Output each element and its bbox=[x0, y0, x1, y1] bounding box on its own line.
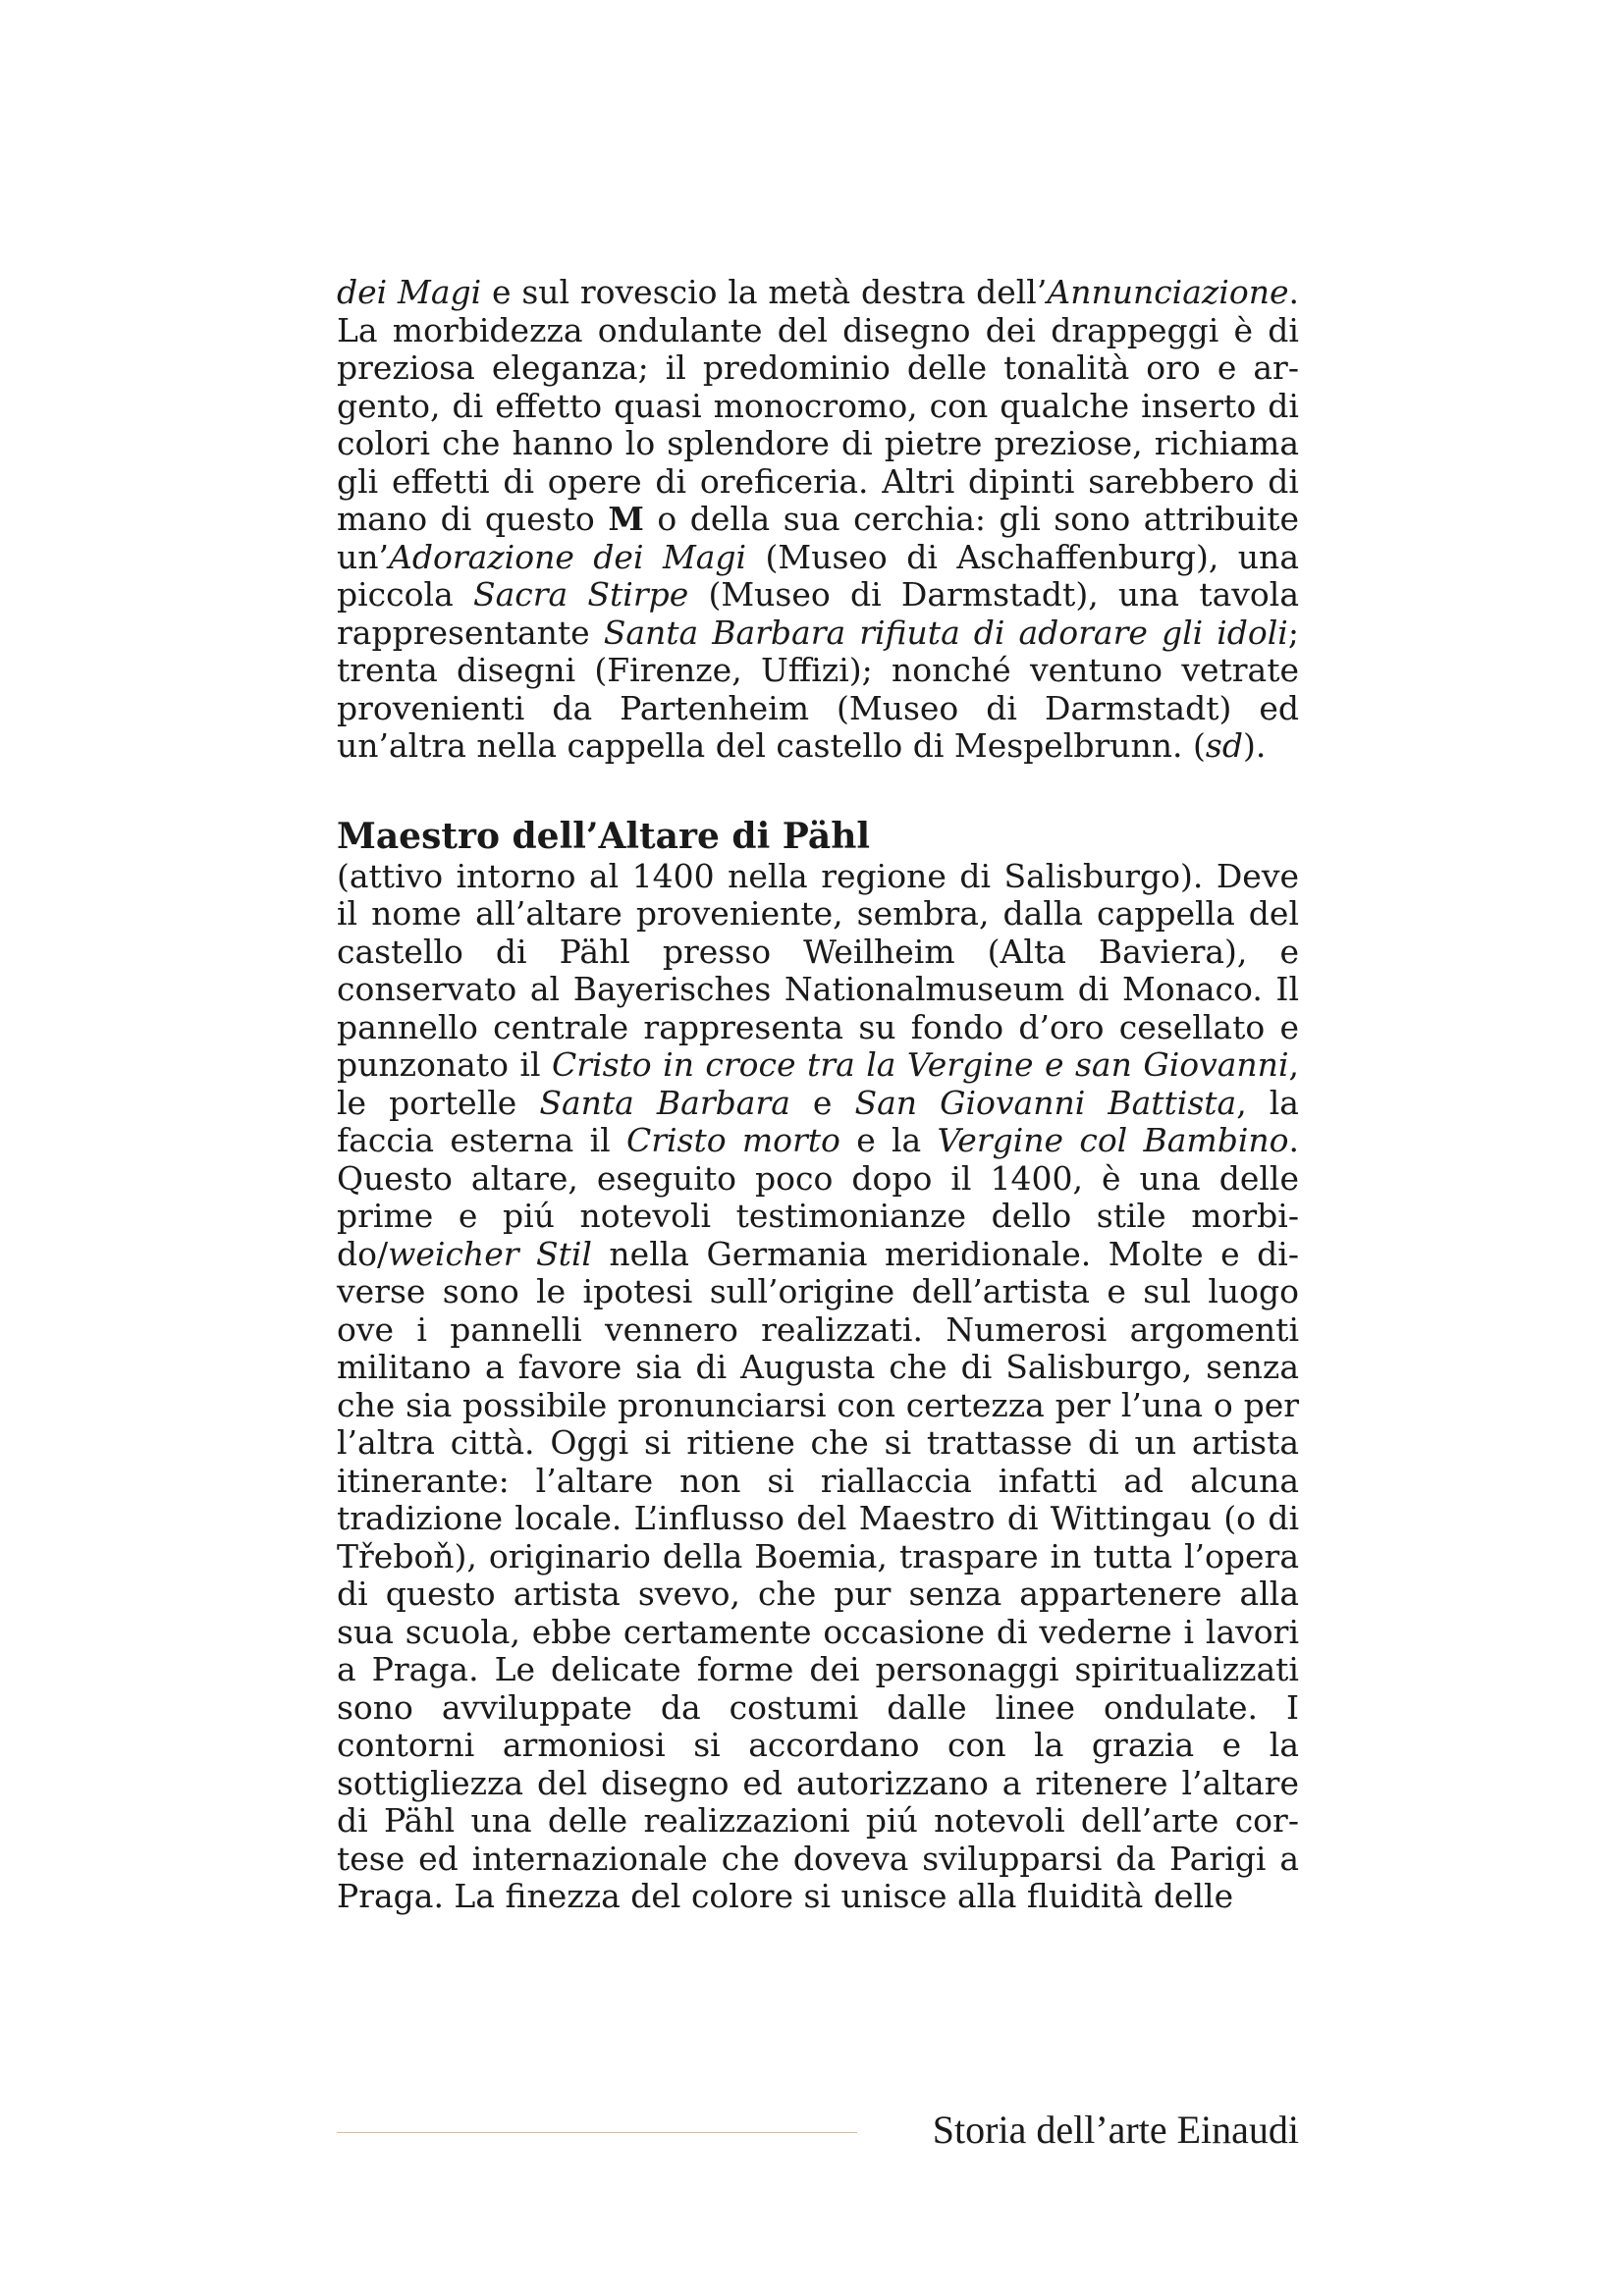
entry-paragraph bbox=[337, 858, 1299, 1916]
italic-run: Vergine col Bambino bbox=[937, 1121, 1289, 1159]
text-run: , le portelle bbox=[337, 1045, 1299, 1122]
text-run: o della sua cerchia: gli sono attribuite un’ bbox=[337, 500, 1299, 576]
text-run: e la bbox=[839, 1121, 938, 1159]
continuation-paragraph bbox=[337, 274, 1299, 766]
text-run: nella Germania meridionale. Molte e diverse sono le ipotesi sull’origine dell’artista e sul luogo ove i pannelli vennero realizzati. Numerosi argomenti militano a favore sia di Augusta che di Salisburgo, senza che sia possibile pronunciarsi con certezza per l’una o per l’altra città. Oggi si ritiene che si trattasse di un artista itinerante: l’altare non si riallaccia infatti ad alcuna tradizione locale. L’influsso del Maestro di Wittingau (o di Třeboň), originario della Boemia, traspare in tutta l’opera di questo artista svevo, che pur senza appartenere alla sua scuola, ebbe certamente occasione di vederne i lavori a Praga. Le delicate forme dei personaggi spiritualizzati sono avviluppate da costumi dalle linee ondulate. I contorni armoniosi si accordano con la grazia e la sottigliezza del disegno ed autorizzano a ritenere l’altare di Pähl una delle realizzazioni piú notevoli dell’arte cortese ed internazionale che doveva svilupparsi da Parigi a Praga. La finezza del colore si unisce alla fluidità delle bbox=[337, 1234, 1300, 1915]
text-run: e sul rovescio la metà destra dell’ bbox=[481, 273, 1048, 311]
text-run: (Museo di Darmstadt), una tavola rappresentante bbox=[337, 575, 1299, 652]
italic-run: weicher Stil bbox=[388, 1234, 592, 1273]
text-run: , la faccia esterna il bbox=[337, 1083, 1299, 1159]
italic-run: Cristo in croce tra la Vergine e san Giovanni bbox=[552, 1045, 1289, 1084]
italic-run: Annunciazione bbox=[1047, 273, 1289, 311]
text-run: ; trenta disegni (Firenze, Uffizi); nonché ventuno vetrate provenienti da Partenheim (Museo di Darmstadt) ed un’altra nella cappella del castello di Mespelbrunn. ( bbox=[337, 613, 1299, 765]
footer-publisher: Storia dell’arte Einaudi bbox=[932, 2108, 1299, 2152]
italic-run: San Giovanni Battista bbox=[854, 1083, 1237, 1122]
text-run: ). bbox=[1242, 726, 1267, 765]
italic-run: Cristo morto bbox=[625, 1121, 840, 1159]
text-run: e bbox=[789, 1083, 855, 1122]
page-footer bbox=[337, 2101, 1299, 2160]
italic-run: Sacra Stirpe bbox=[472, 575, 689, 614]
text-run: (attivo intorno al 1400 nella regione di Salisburgo). Deve il nome all’altare proveniente, sembra, dalla cappella del castello di Pähl presso Weilheim (Alta Baviera), e conservato al Bayerisches Nationalmuseum di Monaco. Il pannello centrale rappresenta su fondo d’oro cesellato e punzonato il bbox=[337, 856, 1299, 1084]
italic-run: dei Magi bbox=[337, 273, 482, 311]
italic-run: sd bbox=[1205, 726, 1243, 765]
text-run: . La morbidezza ondulante del disegno dei drappeggi è di preziosa eleganza; il predominio delle tonalità oro e argento, di effetto quasi monocromo, con qualche inserto di colori che hanno lo splendore di pietre preziose, richiama gli effetti di opere di oreficeria. Altri dipinti sarebbero di mano di questo bbox=[337, 273, 1300, 538]
page-body bbox=[337, 274, 1299, 1916]
entry-title: Maestro dell’Altare di Pähl bbox=[337, 815, 871, 857]
bold-run: M bbox=[608, 500, 644, 538]
footer-rule bbox=[337, 2132, 857, 2133]
text-run: . Questo altare, eseguito poco dopo il 1400, è una delle prime e piú notevoli testimonianze dello stile morbido/ bbox=[337, 1121, 1300, 1273]
text-run: (Museo di Aschaffenburg), una piccola bbox=[337, 537, 1299, 614]
italic-run: Santa Barbara bbox=[539, 1083, 790, 1122]
italic-run: Adorazione dei Magi bbox=[389, 537, 747, 576]
italic-run: Santa Barbara rifiuta di adorare gli idoli bbox=[603, 613, 1288, 652]
